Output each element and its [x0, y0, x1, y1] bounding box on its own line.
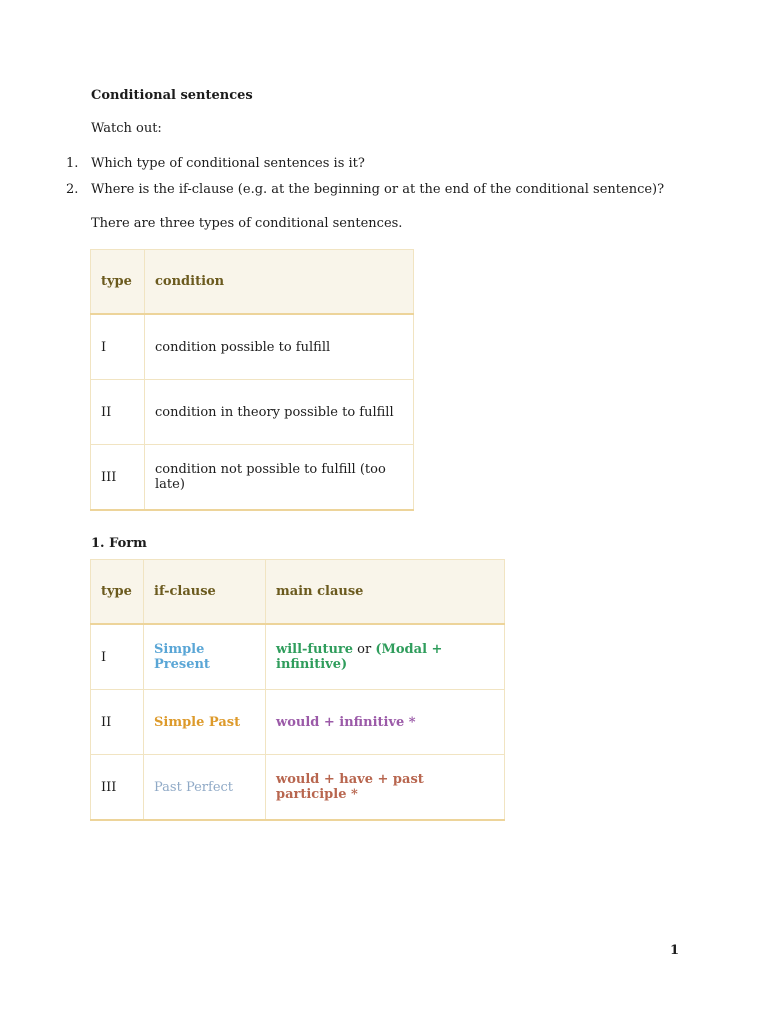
list-number: 2. — [66, 182, 79, 197]
header-main-clause: main clause — [266, 560, 505, 625]
cell-type: I — [91, 624, 144, 690]
main-clause-part: (Modal + infinitive) — [276, 642, 443, 672]
form-table — [90, 559, 505, 821]
cell-if-clause: Simple Past — [144, 690, 266, 755]
page-number: 1 — [670, 943, 680, 958]
list-text: Where is the if-clause (e.g. at the beginning or at the end of the conditional sentence)? — [91, 182, 665, 197]
checklist — [66, 156, 664, 208]
table-row — [91, 380, 414, 445]
cell-type: III — [91, 755, 144, 821]
watch-out-label: Watch out: — [91, 121, 162, 136]
table-row — [91, 445, 414, 511]
list-item — [66, 182, 664, 208]
intro-paragraph: There are three types of conditional sentences. — [91, 216, 403, 231]
table-row — [91, 755, 505, 821]
cell-if-clause: Simple Present — [144, 624, 266, 690]
cell-condition: condition not possible to fulfill (too late) — [145, 445, 414, 511]
cell-condition: condition in theory possible to fulfill — [145, 380, 414, 445]
cell-if-clause: Past Perfect — [144, 755, 266, 821]
cell-type: II — [91, 690, 144, 755]
main-clause-join: or — [353, 642, 376, 657]
cell-main-clause: would + infinitive * — [266, 690, 505, 755]
header-condition: condition — [145, 250, 414, 315]
header-type: type — [91, 250, 145, 315]
cell-condition: condition possible to fulfill — [145, 314, 414, 380]
document-heading: Conditional sentences — [91, 88, 253, 103]
cell-main-clause — [266, 624, 505, 690]
table-header-row — [91, 250, 414, 315]
list-item — [66, 156, 664, 182]
header-type: type — [91, 560, 144, 625]
cell-type: II — [91, 380, 145, 445]
table-row — [91, 314, 414, 380]
list-number: 1. — [66, 156, 79, 171]
cell-type: I — [91, 314, 145, 380]
table-row — [91, 690, 505, 755]
header-if-clause: if-clause — [144, 560, 266, 625]
cell-main-clause: would + have + past participle * — [266, 755, 505, 821]
types-table — [90, 249, 414, 511]
cell-type: III — [91, 445, 145, 511]
table-header-row — [91, 560, 505, 625]
form-section-title: 1. Form — [91, 536, 147, 551]
list-text: Which type of conditional sentences is it? — [91, 156, 365, 171]
table-row — [91, 624, 505, 690]
main-clause-part: will-future — [276, 642, 354, 657]
